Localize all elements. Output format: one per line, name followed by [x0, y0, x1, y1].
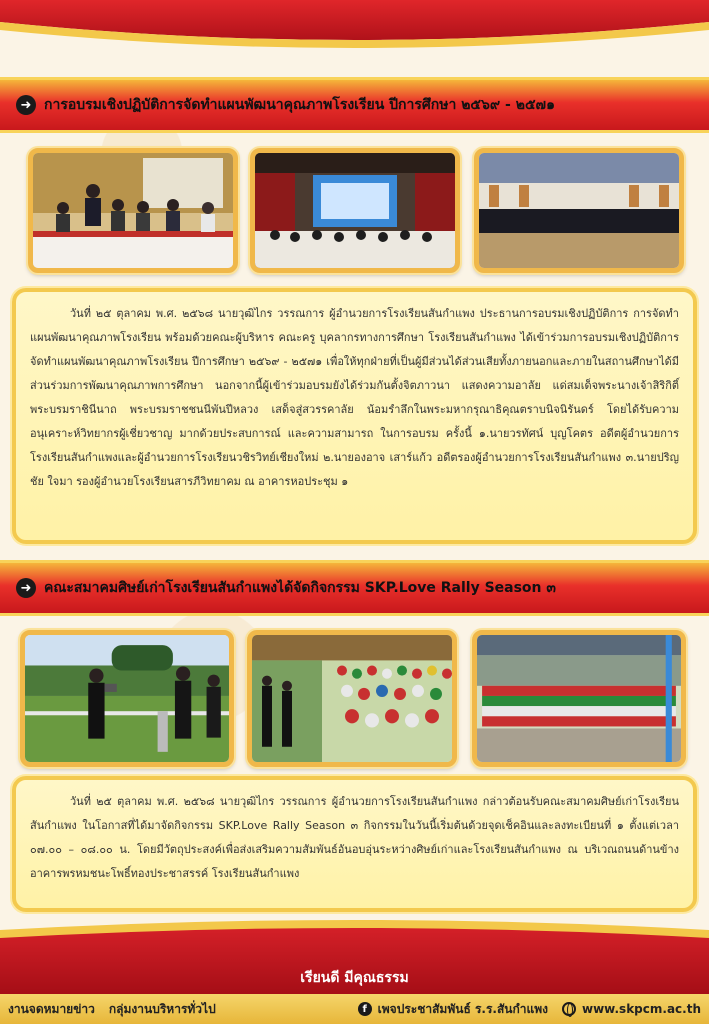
top-banner — [0, 0, 709, 60]
section2-header — [0, 560, 709, 616]
photo-welcome-speech — [20, 630, 234, 767]
section1-header — [0, 77, 709, 133]
footer-bar — [0, 994, 709, 1024]
section1-text: วันที่ ๒๕ ตุลาคม พ.ศ. ๒๕๖๘ นายวุฒิไกร วรรณการ ผู้อำนวยการโรงเรียนสันกำแพง ประธานการอบรมเชิงปฏิบัติการ การจัดทำแผนพัฒนาคุณภาพโรงเรียน พร้อมด้วยคณะผู้บริหาร คณะครู บุคลากรทางการศึกษา โรงเรียนสันกำแพง ได้เข้าร่วมการอบรมเชิงปฏิบัติการจัดทำแผนพัฒนาคุณภาพโรงเรียน ปีการศึกษา ๒๕๖๙ - ๒๕๗๑ เพื่อให้ทุกฝ่ายที่เป็นผู้มีส่วนได้ส่วนเสียทั้งภายนอกและภายในสถานศึกษาได้มีส่วนร่วมการพัฒนาคุณภาพการศึกษา นอกจากนี้ผู้เข้าร่วมอบรมยังได้ร่วมกันตั้งจิตภาวนา แสดงความอาลัย แด่สมเด็จพระนางเจ้าสิริกิติ์ พระบรมราชินีนาถ พระบรมราชชนนีพันปีหลวง เสด็จสู่สวรรคาลัย น้อมรำลึกในพระมหากรุณาธิคุณตราบนิจนิรันดร์ โดยได้รับความอนุเคราะห์วิทยากรผู้เชี่ยวชาญ มากด้วยประสบการณ์ และความสามารถ ในการอบรม ครั้งนี้ ๑.นายวรทัศน์ บุญโคตร อดีตผู้อำนวยการโรงเรียนสันกำแพงและผู้อำนวยการโรงเรียนวชิรวิทย์เชียงใหม่ ๒.นายองอาจ เสาร์แก้ว อดีตรองผู้อำนวยการโรงเรียนสันกำแพง ๓.นายปริญชัย ใจมา รองผู้อำนวยโรงเรียนสารภีวิทยาคม ณ อาคารหอประชุม ๑ — [12, 288, 697, 544]
photo-group-hall — [474, 148, 684, 273]
photo-grandstand-crowd — [472, 630, 686, 767]
arrow-right-circle-icon: ➜ — [16, 95, 36, 115]
photo-crowd-seated — [247, 630, 457, 767]
facebook-icon: f — [358, 1002, 372, 1016]
arrow-right-circle-icon: ➜ — [16, 578, 36, 598]
website-link[interactable]: www.skpcm.ac.th — [582, 1002, 701, 1016]
section2-text: วันที่ ๒๕ ตุลาคม พ.ศ. ๒๕๖๘ นายวุฒิไกร วรรณการ ผู้อำนวยการโรงเรียนสันกำแพง กล่าวต้อนรับคณะสมาคมศิษย์เก่าโรงเรียนสันกำแพง ในโอกาสที่ได้มาจัดกิจกรรม SKP.Love Rally Season ๓ กิจกรรมในวันนี้เริ่มต้นด้วยจุดเช็คอินและลงทะเบียนที่ ๑ ตั้งแต่เวลา ๐๗.๐๐ – ๐๘.๐๐ น. โดยมีวัตถุประสงค์เพื่อส่งเสริมความสัมพันธ์อันอบอุ่นระหว่างศิษย์เก่าและโรงเรียนสันกำแพง ณ บริเวณถนนด้านข้างอาคารพรหมชนะโพธิ์ทองประชาสรรค์ โรงเรียนสันกำแพง — [12, 776, 697, 912]
globe-icon — [562, 1002, 576, 1016]
school-motto: เรียนดี มีคุณธรรม — [300, 970, 409, 986]
section1-title: การอบรมเชิงปฏิบัติการจัดทำแผนพัฒนาคุณภาพโรงเรียน ปีการศึกษา ๒๕๖๙ - ๒๕๗๑ — [44, 97, 555, 113]
section2-title: คณะสมาคมศิษย์เก่าโรงเรียนสันกำแพงได้จัดกิจกรรม SKP.Love Rally Season ๓ — [44, 580, 556, 596]
photo-presentation-screen — [250, 148, 460, 273]
photo-workshop-table — [28, 148, 238, 273]
newsletter-label: งานจดหมายข่าว — [8, 1001, 95, 1016]
facebook-page-link[interactable]: เพจประชาสัมพันธ์ ร.ร.สันกำแพง — [377, 1001, 548, 1016]
department-label: กลุ่มงานบริหารทั่วไป — [108, 1001, 216, 1016]
